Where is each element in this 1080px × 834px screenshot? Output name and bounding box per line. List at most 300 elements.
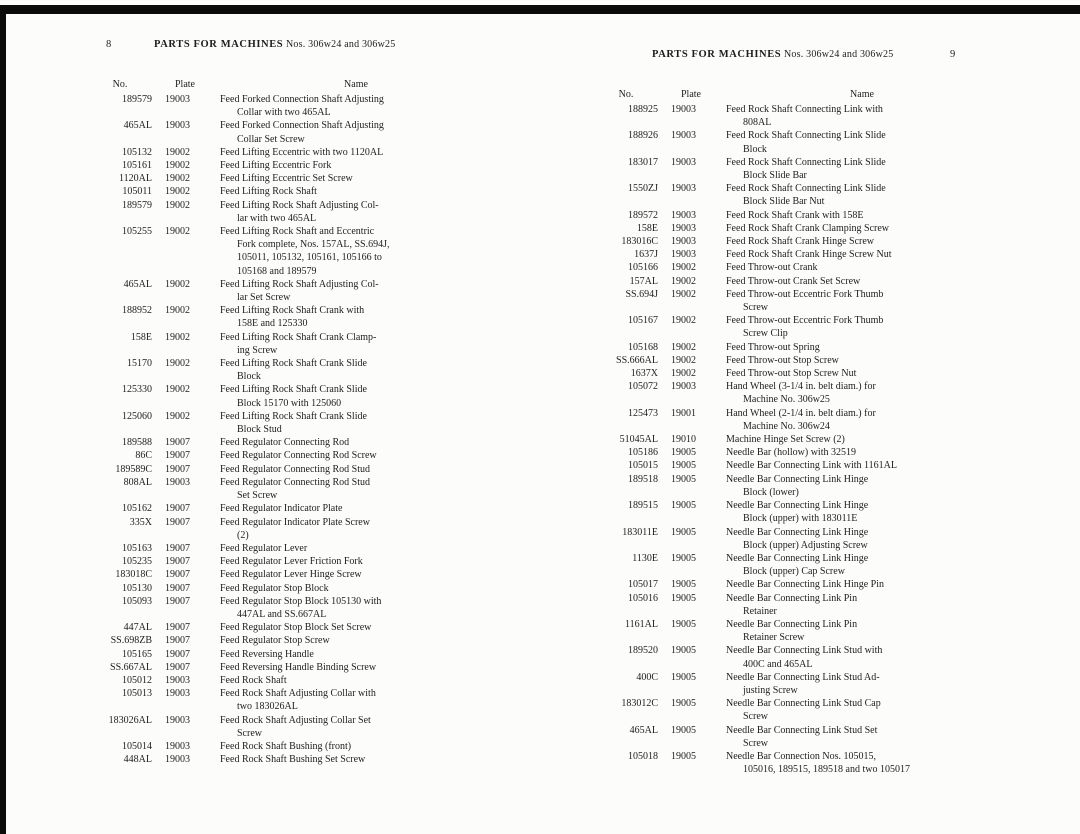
- part-name-line: Feed Lifting Rock Shaft Crank with: [220, 305, 365, 317]
- part-number: 188925: [628, 104, 658, 115]
- part-name: [220, 555, 504, 568]
- part-name: [220, 648, 504, 661]
- part-number: 1550ZJ: [628, 183, 658, 195]
- part-name-line: Feed Throw-out Spring: [726, 341, 820, 353]
- part-name-line: Feed Lifting Rock Shaft Adjusting Col-: [220, 199, 379, 211]
- table-row: [594, 578, 1010, 591]
- plate-number: 19007: [165, 516, 190, 528]
- part-name-line: Feed Regulator Stop Screw: [220, 635, 330, 647]
- table-row: [594, 275, 1010, 288]
- part-name-line: Feed Lifting Rock Shaft and Eccentric: [220, 226, 375, 238]
- part-name-line: Feed Rock Shaft Connecting Link Slide: [726, 156, 886, 168]
- plate-number: 19003: [671, 236, 696, 248]
- table-row: [594, 499, 1010, 525]
- part-number: 189579: [122, 94, 152, 105]
- plate-number: 19003: [671, 104, 696, 115]
- part-name-line: Feed Lifting Eccentric with two 1120AL: [220, 146, 384, 158]
- parts-table: [88, 93, 504, 766]
- part-number: 105165: [122, 648, 152, 660]
- part-name-line: Block Slide Bar Nut: [743, 196, 825, 208]
- part-number: 189579: [122, 199, 152, 211]
- part-name: [220, 146, 504, 159]
- table-row: [88, 555, 504, 568]
- table-row: [88, 146, 504, 159]
- part-name: [726, 499, 1010, 525]
- part-name-line: Feed Lifting Rock Shaft Crank Slide: [220, 410, 367, 422]
- part-name-line: Machine No. 306w24: [743, 420, 830, 432]
- part-name: [726, 459, 1010, 472]
- part-name: [726, 288, 1010, 314]
- plate-number: 19001: [671, 407, 696, 419]
- page-number: 9: [950, 49, 956, 60]
- table-row: [88, 410, 504, 436]
- part-number: 189588: [122, 437, 152, 449]
- part-name-line: Feed Rock Shaft Crank Hinge Screw Nut: [726, 249, 892, 261]
- table-row: [594, 156, 1010, 182]
- part-number: 1120AL: [119, 173, 152, 185]
- part-name-line: 105011, 105132, 105161, 105166 to: [237, 252, 382, 264]
- table-row: [594, 380, 1010, 406]
- page-8: [88, 38, 504, 766]
- plate-number: 19005: [671, 500, 696, 512]
- part-name-line: Feed Regulator Connecting Rod: [220, 437, 350, 449]
- part-name-line: Needle Bar Connecting Link Pin: [726, 618, 858, 630]
- part-name: [726, 473, 1010, 499]
- part-number: 158E: [636, 222, 658, 234]
- plate-number: 19005: [671, 579, 696, 591]
- part-name-line: Feed Regulator Connecting Rod Stud: [220, 476, 370, 488]
- part-number: 157AL: [629, 275, 658, 287]
- part-number: 105186: [628, 447, 658, 459]
- part-name: [220, 661, 504, 674]
- plate-number: 19007: [165, 661, 190, 673]
- part-number: 808AL: [123, 476, 152, 488]
- part-name: [220, 278, 504, 304]
- part-number: 105072: [628, 381, 658, 393]
- part-name-line: Screw: [743, 302, 768, 314]
- plate-number: 19003: [165, 754, 190, 766]
- plate-number: 19002: [671, 368, 696, 380]
- table-row: [88, 502, 504, 515]
- table-row: [594, 222, 1010, 235]
- part-name-line: Needle Bar Connecting Link Stud Set: [726, 724, 878, 736]
- table-header: [594, 88, 1010, 101]
- column-header-no: No.: [618, 89, 634, 100]
- part-name-line: Feed Regulator Stop Block 105130 with: [220, 595, 382, 607]
- part-name-line: Feed Regulator Connecting Rod Screw: [220, 450, 377, 462]
- table-row: [88, 568, 504, 581]
- part-name: [726, 380, 1010, 406]
- part-number: 15170: [127, 358, 152, 370]
- part-name: [220, 331, 504, 357]
- part-name: [220, 449, 504, 462]
- part-number: 183018C: [115, 569, 152, 581]
- plate-number: 19007: [165, 463, 190, 475]
- part-name-line: Needle Bar (hollow) with 32519: [726, 447, 856, 459]
- table-row: [88, 93, 504, 119]
- page-title: [652, 48, 893, 60]
- plate-number: 19002: [165, 226, 190, 238]
- part-name-line: (2): [237, 529, 249, 541]
- part-number: 465AL: [629, 724, 658, 736]
- part-number: 1637J: [634, 249, 658, 261]
- plate-number: 19003: [671, 130, 696, 142]
- part-name-line: Feed Regulator Stop Block Set Screw: [220, 622, 372, 634]
- part-name: [726, 750, 1010, 776]
- part-number: 158E: [130, 331, 152, 343]
- part-number: 189520: [628, 645, 658, 657]
- part-name: [726, 103, 1010, 129]
- part-number: 189515: [628, 500, 658, 512]
- part-name: [220, 476, 504, 502]
- part-name-line: Retainer: [743, 605, 777, 617]
- part-name: [726, 724, 1010, 750]
- plate-number: 19002: [165, 146, 190, 158]
- part-name-line: Retainer Screw: [743, 632, 805, 644]
- table-row: [88, 449, 504, 462]
- table-row: [594, 354, 1010, 367]
- table-header: [88, 78, 504, 91]
- plate-number: 19003: [165, 674, 190, 686]
- part-name: [220, 410, 504, 436]
- plate-number: 19003: [165, 476, 190, 488]
- part-name-line: Feed Rock Shaft Connecting Link Slide: [726, 130, 886, 142]
- part-name: [220, 687, 504, 713]
- plate-number: 19003: [165, 120, 190, 132]
- table-row: [594, 644, 1010, 670]
- part-number: 189589C: [115, 463, 152, 475]
- table-row: [88, 172, 504, 185]
- table-row: [594, 618, 1010, 644]
- part-name-line: two 183026AL: [237, 701, 298, 713]
- part-name-line: Feed Lifting Eccentric Set Screw: [220, 173, 353, 185]
- part-name-line: 447AL and SS.667AL: [237, 608, 327, 620]
- table-row: [594, 433, 1010, 446]
- plate-number: 19005: [671, 671, 696, 683]
- part-number: 448AL: [123, 754, 152, 766]
- part-name: [726, 129, 1010, 155]
- part-name-line: Feed Rock Shaft Connecting Link Slide: [726, 183, 886, 195]
- part-name-line: Feed Throw-out Eccentric Fork Thumb: [726, 288, 884, 300]
- table-row: [594, 473, 1010, 499]
- part-number: 105168: [628, 341, 658, 353]
- plate-number: 19007: [165, 569, 190, 581]
- table-row: [88, 753, 504, 766]
- part-name-line: Block (lower): [743, 486, 799, 498]
- part-name-line: Block Slide Bar: [743, 170, 807, 182]
- page-title-sub: Nos. 306w24 and 306w25: [784, 49, 894, 60]
- part-number: 125473: [628, 407, 658, 419]
- part-name: [220, 159, 504, 172]
- table-row: [594, 592, 1010, 618]
- part-name-line: 808AL: [743, 117, 772, 129]
- part-name: [726, 578, 1010, 591]
- part-number: 188952: [122, 305, 152, 317]
- part-name: [726, 407, 1010, 433]
- table-row: [88, 674, 504, 687]
- plate-number: 19005: [671, 526, 696, 538]
- part-number: 105013: [122, 688, 152, 700]
- plate-number: 19002: [165, 358, 190, 370]
- table-row: [88, 621, 504, 634]
- part-name: [220, 185, 504, 198]
- page-9: [594, 38, 1010, 776]
- table-row: [594, 248, 1010, 261]
- part-name: [220, 304, 504, 330]
- part-name: [726, 314, 1010, 340]
- table-row: [88, 582, 504, 595]
- plate-number: 19007: [165, 635, 190, 647]
- column-header-plate: Plate: [681, 89, 701, 100]
- part-name: [726, 222, 1010, 235]
- part-number: 1637X: [630, 368, 658, 380]
- plate-number: 19003: [165, 94, 190, 105]
- part-name-line: Feed Regulator Stop Block: [220, 582, 329, 594]
- plate-number: 19007: [165, 556, 190, 568]
- part-number: 105015: [628, 460, 658, 472]
- part-name-line: Collar with two 465AL: [237, 107, 331, 119]
- table-row: [88, 225, 504, 278]
- part-number: 105018: [628, 750, 658, 762]
- part-name: [220, 436, 504, 449]
- table-row: [594, 103, 1010, 129]
- plate-number: 19002: [671, 262, 696, 274]
- part-number: 105255: [122, 226, 152, 238]
- part-number: 105161: [122, 160, 152, 172]
- column-header-plate: Plate: [175, 79, 195, 90]
- part-name-line: Fork complete, Nos. 157AL, SS.694J,: [237, 239, 390, 251]
- part-name-line: Block 15170 with 125060: [237, 397, 342, 409]
- table-row: [88, 159, 504, 172]
- page-header-right: [594, 48, 1010, 62]
- plate-number: 19002: [165, 410, 190, 422]
- part-name-line: Needle Bar Connecting Link Hinge: [726, 500, 869, 512]
- part-name: [726, 367, 1010, 380]
- part-name-line: Feed Throw-out Stop Screw: [726, 354, 839, 366]
- part-name-line: Block Stud: [237, 424, 282, 436]
- plate-number: 19005: [671, 447, 696, 459]
- part-name-line: Needle Bar Connecting Link Hinge: [726, 473, 869, 485]
- table-row: [594, 552, 1010, 578]
- part-name-line: 158E and 125330: [237, 318, 308, 330]
- plate-number: 19005: [671, 645, 696, 657]
- plate-number: 19003: [671, 183, 696, 195]
- part-name: [220, 621, 504, 634]
- part-name-line: Feed Lifting Rock Shaft Crank Slide: [220, 358, 367, 370]
- table-row: [594, 407, 1010, 433]
- table-row: [594, 697, 1010, 723]
- part-name-line: Feed Regulator Connecting Rod Stud: [220, 463, 370, 475]
- part-number: SS.694J: [625, 288, 658, 300]
- plate-number: 19003: [165, 688, 190, 700]
- plate-number: 19002: [671, 275, 696, 287]
- part-name-line: lar with two 465AL: [237, 212, 317, 224]
- part-name-line: 400C and 465AL: [743, 658, 813, 670]
- part-name-line: Feed Regulator Lever Hinge Screw: [220, 569, 362, 581]
- part-number: 105163: [122, 542, 152, 554]
- page-spread: [0, 38, 1080, 776]
- plate-number: 19002: [165, 186, 190, 198]
- part-number: 465AL: [123, 278, 152, 290]
- part-name-line: Feed Lifting Rock Shaft Crank Clamp-: [220, 331, 377, 343]
- table-row: [594, 724, 1010, 750]
- table-row: [88, 661, 504, 674]
- part-name: [726, 618, 1010, 644]
- plate-number: 19002: [671, 315, 696, 327]
- page-title-main: PARTS FOR MACHINES: [652, 49, 782, 60]
- part-name-line: Needle Bar Connecting Link Hinge: [726, 526, 869, 538]
- part-name-line: Feed Throw-out Crank Set Screw: [726, 275, 861, 287]
- plate-number: 19005: [671, 724, 696, 736]
- table-row: [88, 199, 504, 225]
- part-name-line: Needle Bar Connecting Link Hinge Pin: [726, 579, 885, 591]
- table-row: [88, 714, 504, 740]
- part-name: [726, 209, 1010, 222]
- part-name: [220, 357, 504, 383]
- part-name: [220, 172, 504, 185]
- table-row: [594, 314, 1010, 340]
- table-row: [88, 648, 504, 661]
- part-number: 400C: [636, 671, 658, 683]
- part-name-line: Needle Bar Connecting Link Stud Ad-: [726, 671, 880, 683]
- part-name-line: Feed Rock Shaft Bushing Set Screw: [220, 754, 366, 766]
- part-name-line: Set Screw: [237, 490, 278, 502]
- page-header-left: [88, 38, 504, 52]
- part-name-line: Hand Wheel (2-1/4 in. belt diam.) for: [726, 407, 876, 419]
- part-name-line: Block: [237, 371, 261, 383]
- part-name: [726, 671, 1010, 697]
- plate-number: 19007: [165, 622, 190, 634]
- part-name-line: Feed Rock Shaft Crank with 158E: [726, 209, 864, 221]
- part-name: [220, 740, 504, 753]
- plate-number: 19002: [165, 199, 190, 211]
- part-name-line: Feed Rock Shaft Adjusting Collar Set: [220, 714, 371, 726]
- scan-edge-artifact-top: [0, 5, 1080, 14]
- plate-number: 19002: [165, 384, 190, 396]
- part-name-line: Feed Lifting Rock Shaft Adjusting Col-: [220, 278, 379, 290]
- page-title-main: PARTS FOR MACHINES: [154, 39, 284, 50]
- plate-number: 19005: [671, 473, 696, 485]
- part-name-line: 105168 and 189579: [237, 265, 317, 277]
- table-row: [88, 119, 504, 145]
- part-name: [220, 383, 504, 409]
- part-name-line: Feed Rock Shaft: [220, 674, 287, 686]
- table-row: [88, 740, 504, 753]
- part-name: [726, 644, 1010, 670]
- plate-number: 19003: [671, 249, 696, 261]
- part-number: 465AL: [123, 120, 152, 132]
- table-row: [594, 341, 1010, 354]
- part-number: 105167: [628, 315, 658, 327]
- table-row: [88, 542, 504, 555]
- part-name: [726, 248, 1010, 261]
- plate-number: 19003: [165, 714, 190, 726]
- part-name-line: 105016, 189515, 189518 and two 105017: [743, 764, 910, 776]
- plate-number: 19002: [165, 278, 190, 290]
- column-header-name: Name: [850, 89, 874, 100]
- table-row: [594, 459, 1010, 472]
- part-name-line: Feed Lifting Eccentric Fork: [220, 160, 332, 172]
- plate-number: 19002: [165, 173, 190, 185]
- part-name-line: Needle Bar Connecting Link Stud Cap: [726, 698, 881, 710]
- part-name: [726, 341, 1010, 354]
- table-row: [88, 331, 504, 357]
- plate-number: 19007: [165, 437, 190, 449]
- part-name-line: Feed Throw-out Eccentric Fork Thumb: [726, 315, 884, 327]
- plate-number: 19002: [671, 288, 696, 300]
- part-number: 51045AL: [619, 434, 658, 446]
- page-number: 8: [106, 39, 112, 50]
- part-name-line: Feed Rock Shaft Connecting Link with: [726, 104, 883, 115]
- plate-number: 19007: [165, 503, 190, 515]
- part-number: 189518: [628, 473, 658, 485]
- table-row: [594, 182, 1010, 208]
- part-name: [220, 595, 504, 621]
- page-title: [154, 38, 395, 50]
- part-name-line: Needle Bar Connecting Link Pin: [726, 592, 858, 604]
- part-name-line: Feed Regulator Lever Friction Fork: [220, 556, 363, 568]
- parts-table: [594, 103, 1010, 776]
- part-name-line: Feed Forked Connection Shaft Adjusting: [220, 120, 384, 132]
- table-row: [88, 383, 504, 409]
- table-row: [88, 185, 504, 198]
- part-name: [220, 225, 504, 278]
- table-row: [88, 357, 504, 383]
- part-name: [220, 714, 504, 740]
- plate-number: 19002: [165, 305, 190, 317]
- part-number: 447AL: [123, 622, 152, 634]
- plate-number: 19007: [165, 582, 190, 594]
- part-name: [726, 261, 1010, 274]
- part-name: [220, 119, 504, 145]
- part-name: [726, 275, 1010, 288]
- part-name: [726, 446, 1010, 459]
- part-name-line: Screw: [743, 737, 768, 749]
- plate-number: 19003: [165, 740, 190, 752]
- part-name-line: Feed Rock Shaft Bushing (front): [220, 740, 352, 752]
- part-name: [220, 753, 504, 766]
- plate-number: 19002: [671, 354, 696, 366]
- plate-number: 19003: [671, 156, 696, 168]
- table-row: [594, 750, 1010, 776]
- part-name-line: Feed Regulator Indicator Plate Screw: [220, 516, 370, 528]
- table-row: [88, 476, 504, 502]
- part-number: 105235: [122, 556, 152, 568]
- part-name-line: Feed Rock Shaft Crank Hinge Screw: [726, 236, 875, 248]
- table-row: [594, 288, 1010, 314]
- part-name: [726, 235, 1010, 248]
- part-name: [220, 463, 504, 476]
- part-number: 105166: [628, 262, 658, 274]
- plate-number: 19005: [671, 750, 696, 762]
- part-name-line: Needle Bar Connecting Link Stud with: [726, 645, 883, 657]
- part-number: 105012: [122, 674, 152, 686]
- table-row: [594, 235, 1010, 248]
- column-header-name: Name: [344, 79, 368, 90]
- plate-number: 19003: [671, 381, 696, 393]
- part-number: SS.698ZB: [110, 635, 152, 647]
- part-name-line: Feed Lifting Rock Shaft: [220, 186, 317, 198]
- part-number: 125060: [122, 410, 152, 422]
- part-name-line: Needle Bar Connecting Link Hinge: [726, 552, 869, 564]
- part-name-line: Machine Hinge Set Screw (2): [726, 434, 845, 446]
- part-number: 105132: [122, 146, 152, 158]
- part-name-line: Feed Regulator Lever: [220, 542, 308, 554]
- part-name: [726, 697, 1010, 723]
- table-row: [88, 595, 504, 621]
- part-number: 105014: [122, 740, 152, 752]
- part-number: 183016C: [621, 236, 658, 248]
